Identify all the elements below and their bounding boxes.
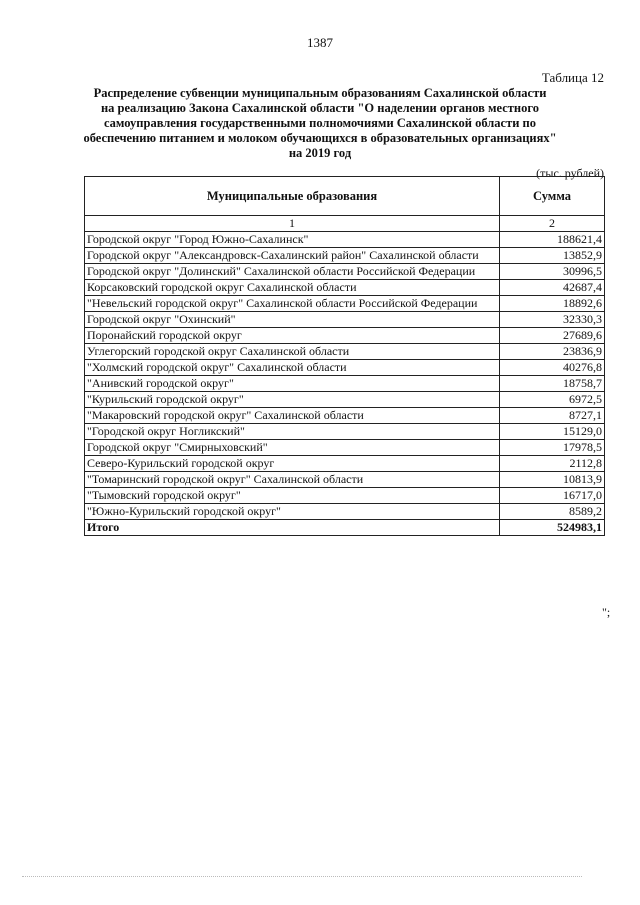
title-line: Распределение субвенции муниципальным образованиям Сахалинской области (93, 86, 547, 100)
municipality-name: Поронайский городской округ (85, 328, 500, 344)
table-row (85, 232, 605, 248)
total-row (85, 520, 605, 536)
municipality-amount: 188621,4 (500, 232, 605, 248)
column-number: 2 (500, 216, 605, 232)
table-label: Таблица 12 (541, 70, 604, 85)
municipality-amount: 17978,5 (500, 440, 605, 456)
municipality-name: "Южно-Курильский городской округ" (85, 504, 500, 520)
municipality-amount: 15129,0 (500, 424, 605, 440)
municipality-amount: 42687,4 (500, 280, 605, 296)
column-number: 1 (85, 216, 500, 232)
table-row (85, 296, 605, 312)
table-row (85, 264, 605, 280)
closing-quote: "; (602, 605, 611, 619)
municipality-amount: 23836,9 (500, 344, 605, 360)
municipality-amount: 6972,5 (500, 392, 605, 408)
table-row (85, 248, 605, 264)
municipality-amount: 18892,6 (500, 296, 605, 312)
units-note: (тыс. рублей) (536, 166, 604, 180)
municipality-name: "Анивский городской округ" (85, 376, 500, 392)
table-row (85, 424, 605, 440)
municipality-amount: 27689,6 (500, 328, 605, 344)
municipality-name: "Городской округ Ногликский" (85, 424, 500, 440)
table-row (85, 392, 605, 408)
municipality-amount: 18758,7 (500, 376, 605, 392)
table-row (85, 440, 605, 456)
municipality-amount: 10813,9 (500, 472, 605, 488)
table-row (85, 280, 605, 296)
municipality-name: Корсаковский городской округ Сахалинской области (85, 280, 500, 296)
municipality-name: Северо-Курильский городской округ (85, 456, 500, 472)
municipality-amount: 16717,0 (500, 488, 605, 504)
total-amount: 524983,1 (500, 520, 605, 536)
table-row (85, 456, 605, 472)
municipality-amount: 8589,2 (500, 504, 605, 520)
document-title (80, 86, 560, 161)
municipality-name: "Курильский городской округ" (85, 392, 500, 408)
municipality-name: "Макаровский городской округ" Сахалинской области (85, 408, 500, 424)
municipality-name: Городской округ "Город Южно-Сахалинск" (85, 232, 500, 248)
title-line: самоуправления государственными полномочиями Сахалинской области по (103, 116, 536, 130)
table-row (85, 344, 605, 360)
municipality-amount: 2112,8 (500, 456, 605, 472)
header-amount: Сумма (500, 177, 605, 216)
table-row (85, 376, 605, 392)
municipality-amount: 30996,5 (500, 264, 605, 280)
table-row (85, 328, 605, 344)
table-row (85, 488, 605, 504)
municipality-amount: 13852,9 (500, 248, 605, 264)
page-number: 1387 (307, 35, 333, 50)
municipality-amount: 40276,8 (500, 360, 605, 376)
subvention-table (84, 176, 605, 536)
table-row (85, 472, 605, 488)
municipality-name: Городской округ "Охинский" (85, 312, 500, 328)
municipality-name: Городской округ "Долинский" Сахалинской области Российской Федерации (85, 264, 500, 280)
municipality-amount: 8727,1 (500, 408, 605, 424)
municipality-name: "Невельский городской округ" Сахалинской области Российской Федерации (85, 296, 500, 312)
municipality-name: "Томаринский городской округ" Сахалинской области (85, 472, 500, 488)
municipality-name: Городской округ "Александровск-Сахалинский район" Сахалинской области (85, 248, 500, 264)
header-municipalities: Муниципальные образования (85, 177, 500, 216)
municipality-amount: 32330,3 (500, 312, 605, 328)
table-row (85, 408, 605, 424)
footer-divider (22, 876, 582, 878)
table-row (85, 312, 605, 328)
municipality-name: "Тымовский городской округ" (85, 488, 500, 504)
municipality-name: Городской округ "Смирныховский" (85, 440, 500, 456)
table-row (85, 360, 605, 376)
title-line: на реализацию Закона Сахалинской области "О наделении органов местного (100, 101, 539, 115)
table-row (85, 504, 605, 520)
municipality-name: "Холмский городской округ" Сахалинской области (85, 360, 500, 376)
title-line: на 2019 год (288, 146, 352, 160)
total-label: Итого (85, 520, 500, 536)
title-line: обеспечению питанием и молоком обучающихся в образовательных организациях" (83, 131, 557, 145)
municipality-name: Углегорский городской округ Сахалинской области (85, 344, 500, 360)
